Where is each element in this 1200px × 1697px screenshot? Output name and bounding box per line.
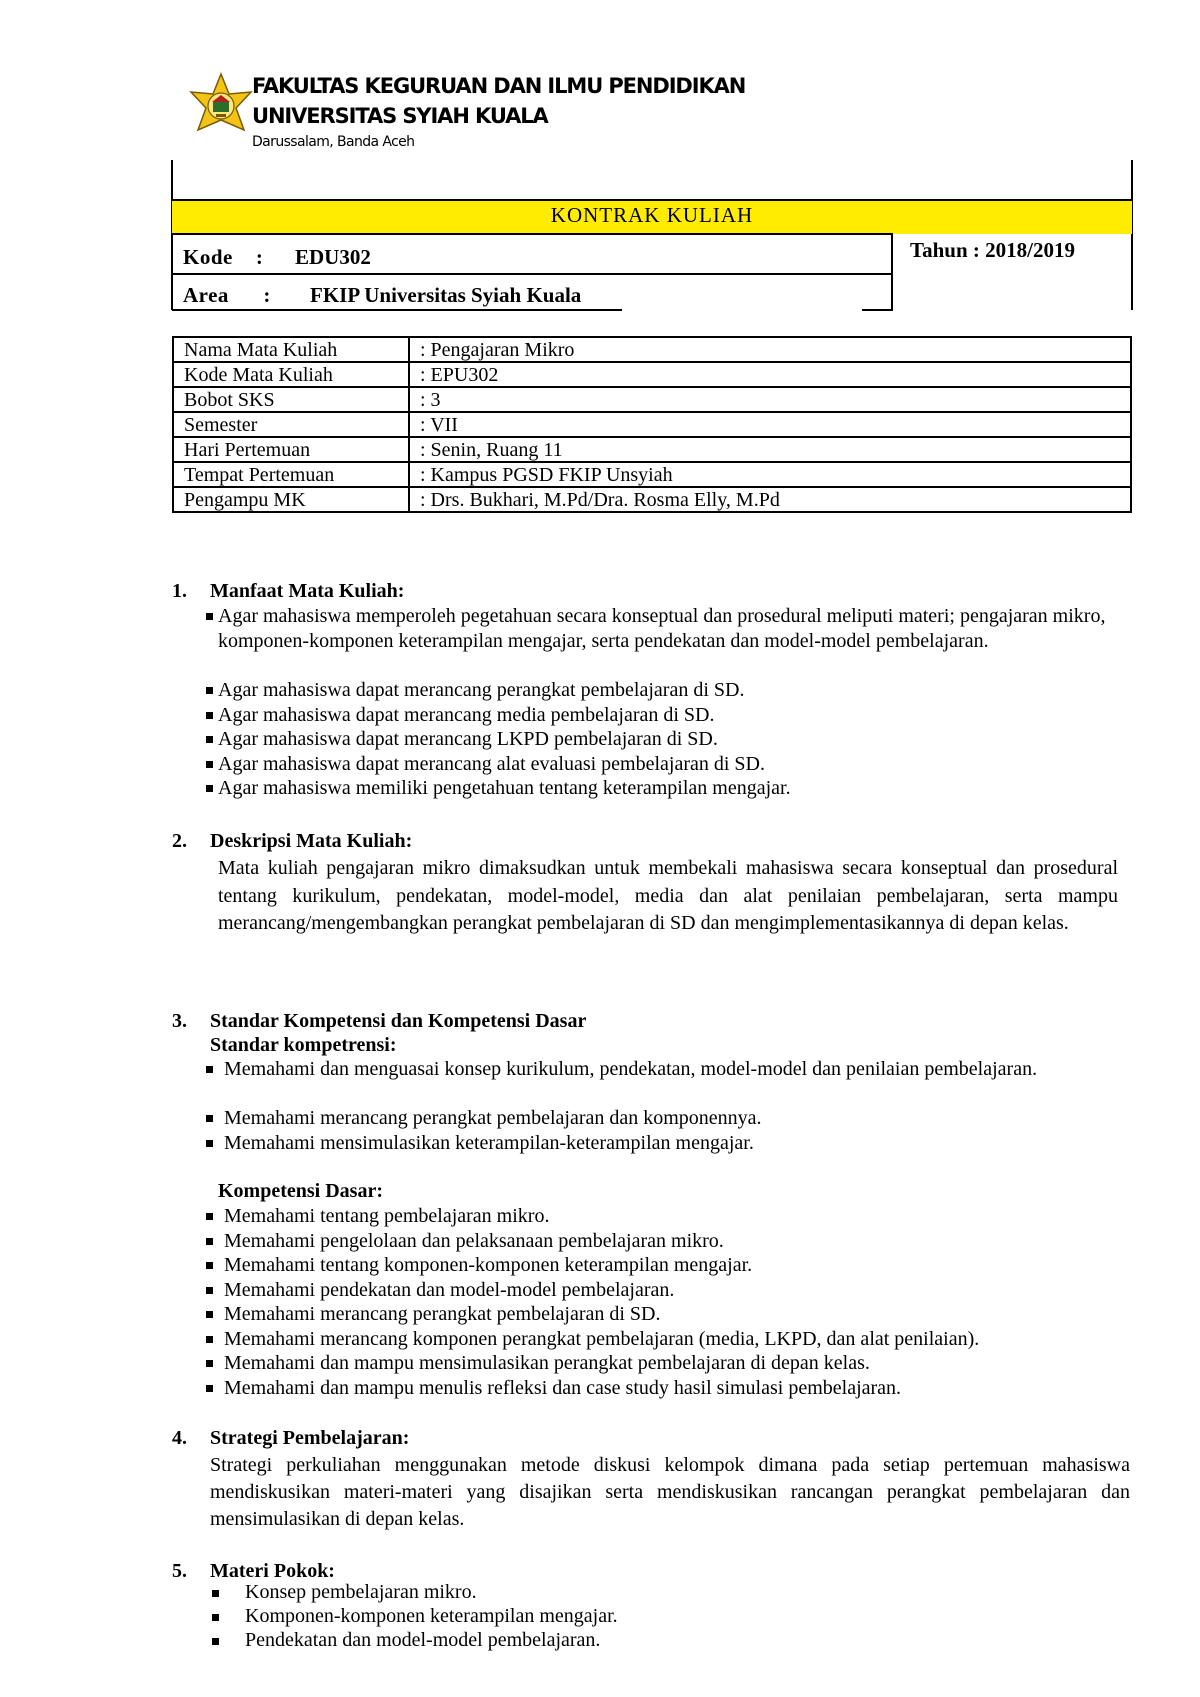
list-item: Memahami tentang pembelajaran mikro. [224, 1205, 550, 1227]
bullet-icon [206, 736, 213, 743]
table-row [173, 362, 1131, 387]
row-value: : 3 [409, 387, 1131, 412]
row-value: : Senin, Ruang 11 [409, 437, 1131, 462]
list-item: Memahami merancang perangkat pembelajaran dan komponennya. [224, 1107, 762, 1129]
frame-right-line [1131, 160, 1133, 310]
list-item: Agar mahasiswa dapat merancang alat evaluasi pembelajaran di SD. [218, 753, 766, 775]
row-label: Kode Mata Kuliah [173, 362, 409, 387]
bullet-icon [206, 1287, 213, 1294]
row-value: : EPU302 [409, 362, 1131, 387]
row-label: Nama Mata Kuliah [173, 337, 409, 362]
table-row [173, 487, 1131, 512]
table-row [173, 437, 1131, 462]
list-item: Memahami pendekatan dan model-model pembelajaran. [224, 1279, 675, 1301]
list-item: Memahami tentang komponen-komponen keterampilan mengajar. [224, 1254, 753, 1276]
section-title-manfaat: Manfaat Mata Kuliah: [210, 580, 405, 602]
bullet-icon [206, 1360, 213, 1367]
list-item: Komponen-komponen keterampilan mengajar. [245, 1605, 618, 1627]
row-value: : VII [409, 412, 1131, 437]
bullet-icon [212, 1590, 219, 1597]
bullet-icon [206, 1238, 213, 1245]
bullet-icon [206, 613, 213, 620]
section-number: 2. [172, 830, 187, 852]
faculty-name: FAKULTAS KEGURUAN DAN ILMU PENDIDIKAN [252, 74, 746, 98]
list-item: Memahami pengelolaan dan pelaksanaan pembelajaran mikro. [224, 1230, 724, 1252]
subsection-title-kd: Kompetensi Dasar: [218, 1180, 383, 1202]
row-value: : Kampus PGSD FKIP Unsyiah [409, 462, 1131, 487]
university-name: UNIVERSITAS SYIAH KUALA [252, 104, 548, 128]
list-item: Agar mahasiswa memperoleh pegetahuan secara konseptual dan prosedural meliputi materi; pengajaran mikro, komponen-komponen keterampilan mengajar, serta pendekatan dan model-model pembelajaran. [218, 605, 1106, 652]
list-item: Pendekatan dan model-model pembelajaran. [245, 1629, 601, 1651]
academic-year: Tahun : 2018/2019 [910, 238, 1075, 262]
row-label: Tempat Pertemuan [173, 462, 409, 487]
row-label: Bobot SKS [173, 387, 409, 412]
list-item: Memahami dan mampu menulis refleksi dan case study hasil simulasi pembelajaran. [224, 1377, 902, 1399]
list-item: Agar mahasiswa dapat merancang media pembelajaran di SD. [218, 704, 715, 726]
list-item: Memahami dan mampu mensimulasikan perangkat pembelajaran di depan kelas. [224, 1352, 870, 1374]
description-paragraph: Mata kuliah pengajaran mikro dimaksudkan untuk membekali mahasiswa secara konseptual dan prosedural tentang kurikulum, pendekatan, model-model, media dan alat penilaian pembelajaran, serta mampu merancang/mengembangkan perangkat pembelajaran di SD dan mengimplementasikannya di depan kelas. [218, 857, 1118, 934]
bullet-icon [206, 761, 213, 768]
table-row [173, 412, 1131, 437]
contract-title-bottom-line [172, 233, 892, 235]
bullet-icon [212, 1614, 219, 1621]
bullet-icon [206, 1140, 213, 1147]
bullet-icon [206, 1336, 213, 1343]
university-address: Darussalam, Banda Aceh [252, 134, 415, 150]
strategy-paragraph: Strategi perkuliahan menggunakan metode diskusi kelompok dimana pada setiap pertemuan mahasiswa mendiskusikan materi-materi yang disajikan serta mendiskusikan rancangan perangkat pembelajaran dan mensimulasikan di depan kelas. [210, 1454, 1130, 1530]
course-info-table [172, 336, 1132, 513]
bullet-icon [206, 1066, 213, 1073]
bullet-icon [206, 1385, 213, 1392]
row-label: Semester [173, 412, 409, 437]
area-label: Area : [183, 283, 271, 307]
section-number: 5. [172, 1560, 187, 1582]
section-title-strategi: Strategi Pembelajaran: [210, 1427, 410, 1449]
list-item: Memahami merancang komponen perangkat pembelajaran (media, LKPD, dan alat penilaian). [224, 1328, 980, 1350]
table-row [173, 462, 1131, 487]
bullet-icon [206, 785, 213, 792]
list-item: Konsep pembelajaran mikro. [245, 1581, 477, 1603]
area-underline-right [862, 309, 892, 311]
bullet-icon [206, 1311, 213, 1318]
row-label: Hari Pertemuan [173, 437, 409, 462]
table-row [173, 337, 1131, 362]
area-underline [172, 309, 622, 311]
section-title-standar: Standar Kompetensi dan Kompetensi Dasar [210, 1010, 587, 1032]
row-value: : Drs. Bukhari, M.Pd/Dra. Rosma Elly, M.Pd [409, 487, 1131, 512]
list-item: Agar mahasiswa dapat merancang LKPD pembelajaran di SD. [218, 728, 718, 750]
section-number: 1. [172, 580, 187, 602]
bullet-icon [206, 712, 213, 719]
list-item: Agar mahasiswa memiliki pengetahuan tentang keterampilan mengajar. [218, 777, 791, 799]
row-label: Pengampu MK [173, 487, 409, 512]
list-item: Memahami merancang perangkat pembelajaran di SD. [224, 1303, 661, 1325]
section-number: 3. [172, 1010, 187, 1032]
subsection-title-sk: Standar kompetrensi: [210, 1034, 397, 1056]
kode-value: EDU302 [295, 245, 371, 269]
bullet-icon [206, 687, 213, 694]
table-row [173, 387, 1131, 412]
bullet-icon [206, 1115, 213, 1122]
list-item: Memahami dan menguasai konsep kurikulum, pendekatan, model-model dan penilaian pembelajaran. [224, 1058, 1038, 1080]
university-emblem-icon [186, 72, 256, 142]
row-value: : Pengajaran Mikro [409, 337, 1131, 362]
bullet-icon [212, 1638, 219, 1645]
bullet-icon [206, 1262, 213, 1269]
frame-left-line [171, 160, 173, 310]
list-item: Agar mahasiswa dapat merancang perangkat pembelajaran di SD. [218, 679, 745, 701]
list-item: Memahami mensimulasikan keterampilan-keterampilan mengajar. [224, 1132, 754, 1154]
area-value: FKIP Universitas Syiah Kuala [310, 283, 582, 307]
kode-row-bottom-line [172, 273, 892, 275]
kode-label: Kode : [183, 245, 264, 269]
section-title-deskripsi: Deskripsi Mata Kuliah: [210, 830, 413, 852]
section-number: 4. [172, 1427, 187, 1449]
bullet-icon [206, 1213, 213, 1220]
section-title-materi: Materi Pokok: [210, 1560, 335, 1582]
contract-title: KONTRAK KULIAH [550, 203, 754, 227]
kode-box-right-line [891, 233, 893, 311]
